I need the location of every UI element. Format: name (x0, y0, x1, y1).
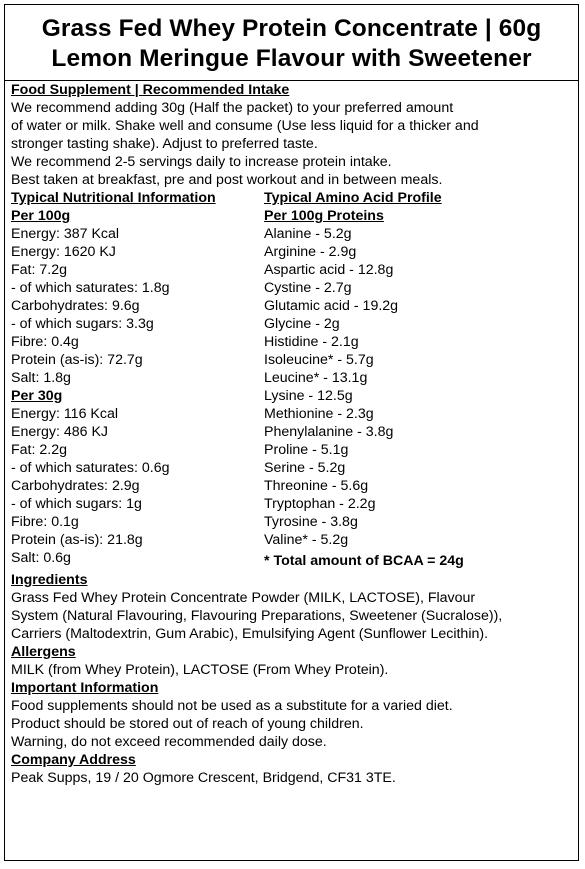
per-30g-heading: Per 30g (11, 388, 63, 404)
ingredients-heading: Ingredients (11, 572, 88, 588)
amino-row: Aspartic acid - 12.8g (264, 262, 394, 278)
amino-row: Methionine - 2.3g (264, 406, 374, 422)
amino-row: Tryptophan - 2.2g (264, 496, 376, 512)
nutrition-row: Fat: 2.2g (11, 442, 67, 458)
amino-row: Serine - 5.2g (264, 460, 346, 476)
intake-line: We recommend adding 30g (Half the packet) to your preferred amount (11, 100, 454, 116)
amino-subheading: Per 100g Proteins (264, 208, 384, 224)
nutrition-heading: Typical Nutritional Information (11, 190, 216, 206)
nutrition-row: Fibre: 0.1g (11, 514, 79, 530)
amino-row: Alanine - 5.2g (264, 226, 352, 242)
amino-row: Isoleucine* - 5.7g (264, 352, 374, 368)
nutrition-row: Salt: 0.6g (11, 550, 71, 566)
amino-row: Threonine - 5.6g (264, 478, 369, 494)
intake-line: of water or milk. Shake well and consume (Use less liquid for a thicker and (11, 118, 479, 134)
nutrition-row: Energy: 1620 KJ (11, 244, 116, 260)
amino-heading: Typical Amino Acid Profile (264, 190, 442, 206)
amino-row: Phenylalanine - 3.8g (264, 424, 394, 440)
info-columns (11, 189, 576, 571)
intake-text (11, 99, 576, 189)
intake-line: We recommend 2-5 servings daily to increase protein intake. (11, 154, 392, 170)
nutrition-row: Carbohydrates: 9.6g (11, 298, 140, 314)
nutrition-row: Protein (as-is): 72.7g (11, 352, 143, 368)
per-100g-heading: Per 100g (11, 208, 71, 224)
intake-line: Best taken at breakfast, pre and post workout and in between meals. (11, 172, 443, 188)
ingredients-line: Carriers (Maltodextrin, Gum Arabic), Emulsifying Agent (Sunflower Lecithin). (11, 626, 489, 642)
important-info-heading: Important Information (11, 680, 159, 696)
product-title-line2: Lemon Meringue Flavour with Sweetener (51, 45, 532, 72)
company-address-heading: Company Address (11, 752, 136, 768)
nutrition-row: Carbohydrates: 2.9g (11, 478, 140, 494)
nutrition-row: - of which sugars: 3.3g (11, 316, 154, 332)
amino-row: Cystine - 2.7g (264, 280, 352, 296)
important-info-line: Product should be stored out of reach of young children. (11, 716, 364, 732)
nutrition-row: - of which saturates: 0.6g (11, 460, 170, 476)
nutrition-row: Energy: 387 Kcal (11, 226, 120, 242)
nutrition-row: Fat: 7.2g (11, 262, 67, 278)
nutrition-row: - of which sugars: 1g (11, 496, 142, 512)
important-info-line: Warning, do not exceed recommended daily dose. (11, 734, 327, 750)
amino-row: Valine* - 5.2g (264, 532, 349, 548)
product-label (4, 4, 579, 861)
amino-row: Glycine - 2g (264, 316, 340, 332)
amino-row: Leucine* - 13.1g (264, 370, 368, 386)
amino-row: Histidine - 2.1g (264, 334, 359, 350)
amino-row: Arginine - 2.9g (264, 244, 357, 260)
nutrition-row: Protein (as-is): 21.8g (11, 532, 143, 548)
important-info-line: Food supplements should not be used as a substitute for a varied diet. (11, 698, 453, 714)
amino-row: Tyrosine - 3.8g (264, 514, 358, 530)
nutrition-row: Energy: 486 KJ (11, 424, 109, 440)
label-content (11, 81, 576, 787)
nutrition-row: Energy: 116 Kcal (11, 406, 118, 422)
ingredients-line: System (Natural Flavouring, Flavouring Preparations, Sweetener (Sucralose)), (11, 608, 503, 624)
nutrition-row: Fibre: 0.4g (11, 334, 79, 350)
amino-column (264, 189, 564, 570)
ingredients-line: Grass Fed Whey Protein Concentrate Powder (MILK, LACTOSE), Flavour (11, 590, 476, 606)
intake-line: stronger tasting shake). Adjust to preferred taste. (11, 136, 318, 152)
allergens-heading: Allergens (11, 644, 76, 660)
nutrition-row: - of which saturates: 1.8g (11, 280, 170, 296)
amino-row: Glutamic acid - 19.2g (264, 298, 399, 314)
amino-row: Lysine - 12.5g (264, 388, 353, 404)
company-address: Peak Supps, 19 / 20 Ogmore Crescent, Bridgend, CF31 3TE. (11, 770, 396, 786)
allergens-text: MILK (from Whey Protein), LACTOSE (From Whey Protein). (11, 662, 389, 678)
nutrition-row: Salt: 1.8g (11, 370, 71, 386)
product-title-line1: Grass Fed Whey Protein Concentrate | 60g (41, 15, 542, 42)
nutrition-column (11, 189, 251, 567)
bcaa-total-note: * Total amount of BCAA = 24g (264, 553, 464, 569)
amino-row: Proline - 5.1g (264, 442, 349, 458)
intake-heading: Food Supplement | Recommended Intake (11, 82, 290, 98)
